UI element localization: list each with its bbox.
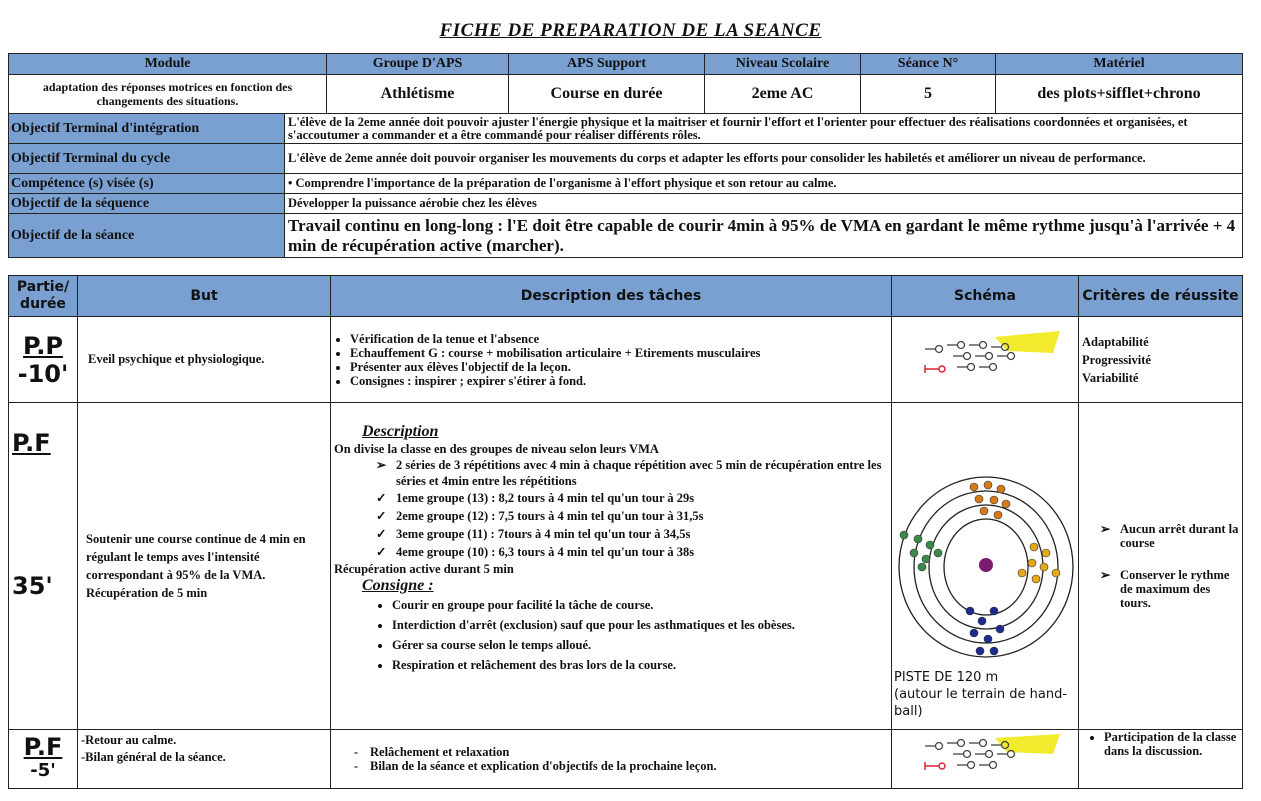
plan-header-row <box>9 276 1243 317</box>
series-item: ➢ 2 séries de 3 répétitions avec 4 min à chaque répétition avec 5 min de récupération entre les séries et 4min entre les répétitions <box>376 458 882 488</box>
criterion-text: Aucun arrêt durant la course <box>1120 522 1239 550</box>
pf2-but <box>78 730 331 789</box>
materiel-value: des plots+sifflet+chrono <box>996 75 1243 114</box>
objective-label: Objectif Terminal du cycle <box>9 144 285 174</box>
objective-text: Développer la puissance aérobie chez les élèves <box>285 194 1243 214</box>
piste-note: (autour le terrain de hand-ball) <box>894 687 1068 719</box>
objective-row <box>9 144 1243 174</box>
objective-row <box>9 214 1243 258</box>
part-label: P.F <box>12 429 51 457</box>
objective-label: Objectif de la séquence <box>9 194 285 214</box>
info-values-row <box>9 75 1243 114</box>
group-item: ✓ 1eme groupe (13) : 8,2 tours à 4 min tel qu'un tour à 29s <box>376 491 695 505</box>
pp-criteria <box>1079 317 1243 403</box>
task-item: • Consignes : inspirer ; expirer s'étirer à fond. <box>350 374 888 388</box>
consigne-item: • Interdiction d'arrêt (exclusion) sauf que pour les asthmatiques et les obèses. <box>392 618 888 632</box>
schema-header: Schéma <box>892 276 1079 317</box>
groupe-header: Groupe D'APS <box>327 54 509 75</box>
objective-text: • Comprendre l'importance de la préparation de l'organisme à l'effort physique et son retour au calme. <box>285 174 1243 194</box>
piste-label: PISTE DE 120 m <box>894 670 999 685</box>
consigne-item: • Respiration et relâchement des bras lors de la course. <box>392 658 888 672</box>
but-text: -Retour au calme. <box>81 733 177 747</box>
description-intro: On divise la classe en des groupes de niveau selon leurs VMA <box>334 442 659 456</box>
group-text: 3eme groupe (11) : 7tours à 4 min tel qu'un tour à 34,5s <box>396 527 691 541</box>
pp-row <box>9 317 1243 403</box>
plan-table <box>8 275 1243 789</box>
pf2-tasks <box>331 730 892 789</box>
pf2-part-cell <box>9 730 78 789</box>
but-text: Soutenir une course continue de 4 min en régulant le temps aves l'intensité correspondant à 95% de la VMA. <box>86 532 306 582</box>
but-text: Récupération de 5 min <box>86 586 208 600</box>
pp-but: Eveil psychique et physiologique. <box>78 317 331 403</box>
info-table <box>8 53 1243 258</box>
pf2-schema <box>892 730 1079 789</box>
pp-schema <box>892 317 1079 403</box>
task-item: • Echauffement G : course + mobilisation articulaire + Etirements musculaires <box>350 346 888 360</box>
aps-support-value: Course en durée <box>509 75 705 114</box>
group-text: 4eme groupe (10) : 6,3 tours à 4 min tel qu'un tour à 38s <box>396 545 695 559</box>
group-text: 2eme groupe (12) : 7,5 tours à 4 min tel qu'un tour à 31,5s <box>396 509 704 523</box>
but-header: But <box>78 276 331 317</box>
pp-part-cell <box>9 317 78 403</box>
track-diagram-icon <box>894 407 1076 669</box>
group-item: ✓ 4eme groupe (10) : 6,3 tours à 4 min tel qu'un tour à 38s <box>376 545 695 559</box>
task-text: Bilan de la séance et explication d'objectifs de la prochaine leçon. <box>370 759 717 773</box>
objective-text: L'élève de 2eme année doit pouvoir organiser les mouvements du corps et adapter les efforts pour consolider les habiletés et améliorer un niveau de performance. <box>285 144 1243 174</box>
objective-label: Compétence (s) visée (s) <box>9 174 285 194</box>
pf-criteria <box>1079 403 1243 730</box>
pp-tasks <box>331 317 892 403</box>
task-item: - Bilan de la séance et explication d'objectifs de la prochaine leçon. <box>354 759 717 773</box>
objective-text: Travail continu en long-long : l'E doit être capable de courir 4min à 95% de VMA en gardant le même rythme jusqu'à l'arrivée + 4 min de récupération active (marcher). <box>285 214 1243 258</box>
module-value: adaptation des réponses motrices en fonction des changements des situations. <box>9 75 327 114</box>
module-header: Module <box>9 54 327 75</box>
pf-part-cell <box>9 403 78 730</box>
consigne-title: Consigne : <box>362 577 434 594</box>
description-header: Description des tâches <box>331 276 892 317</box>
objective-label: Objectif Terminal d'intégration <box>9 114 285 144</box>
info-header-row <box>9 54 1243 75</box>
warmup-diagram-icon <box>895 323 1075 393</box>
aps-support-header: APS Support <box>509 54 705 75</box>
series-text: 2 séries de 3 répétitions avec 4 min à chaque répétition avec 5 min de récupération entre les séries et 4min entre les répétitions <box>396 458 882 488</box>
part-duration: -10' <box>17 359 69 388</box>
task-item: - Relâchement et relaxation <box>354 745 510 759</box>
objective-row <box>9 114 1243 144</box>
but-text: -Bilan général de la séance. <box>81 750 226 764</box>
page-title: FICHE DE PREPARATION DE LA SEANCE <box>439 20 822 41</box>
pf-description <box>331 403 892 730</box>
part-label: P.P <box>23 331 63 360</box>
seance-header: Séance N° <box>861 54 996 75</box>
pf-schema <box>892 403 1079 730</box>
objective-row <box>9 174 1243 194</box>
description-title: Description <box>362 423 439 440</box>
pf2-row <box>9 730 1243 789</box>
task-item: • Vérification de la tenue et l'absence <box>350 332 888 346</box>
pf-but <box>78 403 331 730</box>
consigne-item: • Courir en groupe pour facilité la tâche de course. <box>392 598 888 612</box>
group-item: ✓ 3eme groupe (11) : 7tours à 4 min tel qu'un tour à 34,5s <box>376 527 691 541</box>
niveau-value: 2eme AC <box>705 75 861 114</box>
criterion: Variabilité <box>1082 370 1139 385</box>
criterion: ➢ Aucun arrêt durant la course <box>1100 522 1239 550</box>
pf-row <box>9 403 1243 730</box>
recovery-text: Récupération active durant 5 min <box>334 562 514 576</box>
task-text: Relâchement et relaxation <box>370 745 510 759</box>
cooldown-diagram-icon <box>895 730 1075 784</box>
niveau-header: Niveau Scolaire <box>705 54 861 75</box>
criterion: • Participation de la classe dans la discussion. <box>1104 730 1239 758</box>
objective-label: Objectif de la séance <box>9 214 285 258</box>
part-duration: -5' <box>30 760 56 781</box>
group-text: 1eme groupe (13) : 8,2 tours à 4 min tel qu'un tour à 29s <box>396 491 695 505</box>
seance-value: 5 <box>861 75 996 114</box>
task-item: • Présenter aux élèves l'objectif de la leçon. <box>350 360 888 374</box>
part-label: P.F <box>23 733 63 761</box>
groupe-value: Athlétisme <box>327 75 509 114</box>
group-item: ✓ 2eme groupe (12) : 7,5 tours à 4 min tel qu'un tour à 31,5s <box>376 509 704 523</box>
objective-text: L'élève de la 2eme année doit pouvoir ajuster l'énergie physique et la maitriser et fournir l'effort et l'orienter pour effectuer des réalisations coordonnées et organisées, et s'accoutumer a commander et a être commandé pour réaliser différents rôles. <box>285 114 1243 144</box>
pf2-criteria <box>1079 730 1243 789</box>
objective-row <box>9 194 1243 214</box>
consigne-item: • Gérer sa course selon le temps alloué. <box>392 638 888 652</box>
criterion-text: Conserver le rythme de maximum des tours. <box>1120 568 1230 610</box>
part-duration: 35' <box>12 572 53 600</box>
criteres-header: Critères de réussite <box>1079 276 1243 317</box>
criterion: ➢ Conserver le rythme de maximum des tours. <box>1100 568 1230 610</box>
partie-header: Partie/ durée <box>9 276 78 317</box>
materiel-header: Matériel <box>996 54 1243 75</box>
criterion: Progressivité <box>1082 352 1151 367</box>
criterion: Adaptabilité <box>1082 334 1149 349</box>
